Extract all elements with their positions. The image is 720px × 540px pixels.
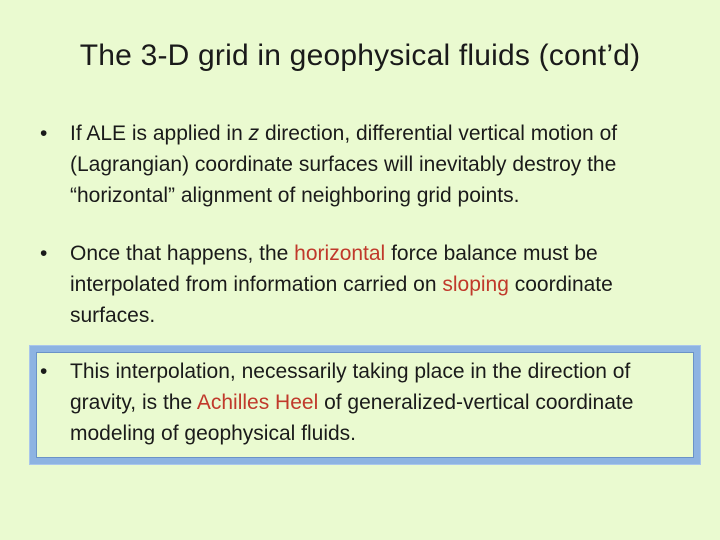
highlight-word-sloping: sloping [442,273,509,296]
bullet-text-part: Once that happens, the [70,242,295,265]
bullet-text-italic: z [248,122,260,145]
highlight-word-achilles-heel: Achilles Heel [196,391,319,414]
bullet-text-part: If ALE is applied in [70,122,249,145]
bullet-marker: • [40,242,48,265]
bullet-text [70,118,690,211]
bullet-text-part: coordinate surfaces. [70,273,613,327]
bullet-1 [40,118,690,218]
bullet-text-part: force balance must be interpolated from information carried on [70,242,598,296]
bullet-marker: • [40,360,48,383]
bullet-text-part: direction, differential vertical motion of (Lagrangian) coordinate surfaces will inevitably destroy the “horizontal” alignment of neighboring grid points. [70,122,618,207]
bullet-text [70,238,690,331]
bullet-text [70,356,690,449]
highlight-word-horizontal: horizontal [294,242,386,265]
bullet-text-part: This interpolation, necessarily taking place in the direction of gravity, is the [70,360,631,414]
slide-title: The 3-D grid in geophysical fluids (cont’d) [79,39,641,72]
bullet-text-part: of generalized-vertical coordinate modeling of geophysical fluids. [70,391,634,445]
bullet-marker: • [40,122,48,145]
bullet-3 [40,356,690,456]
bullet-2 [40,238,690,338]
